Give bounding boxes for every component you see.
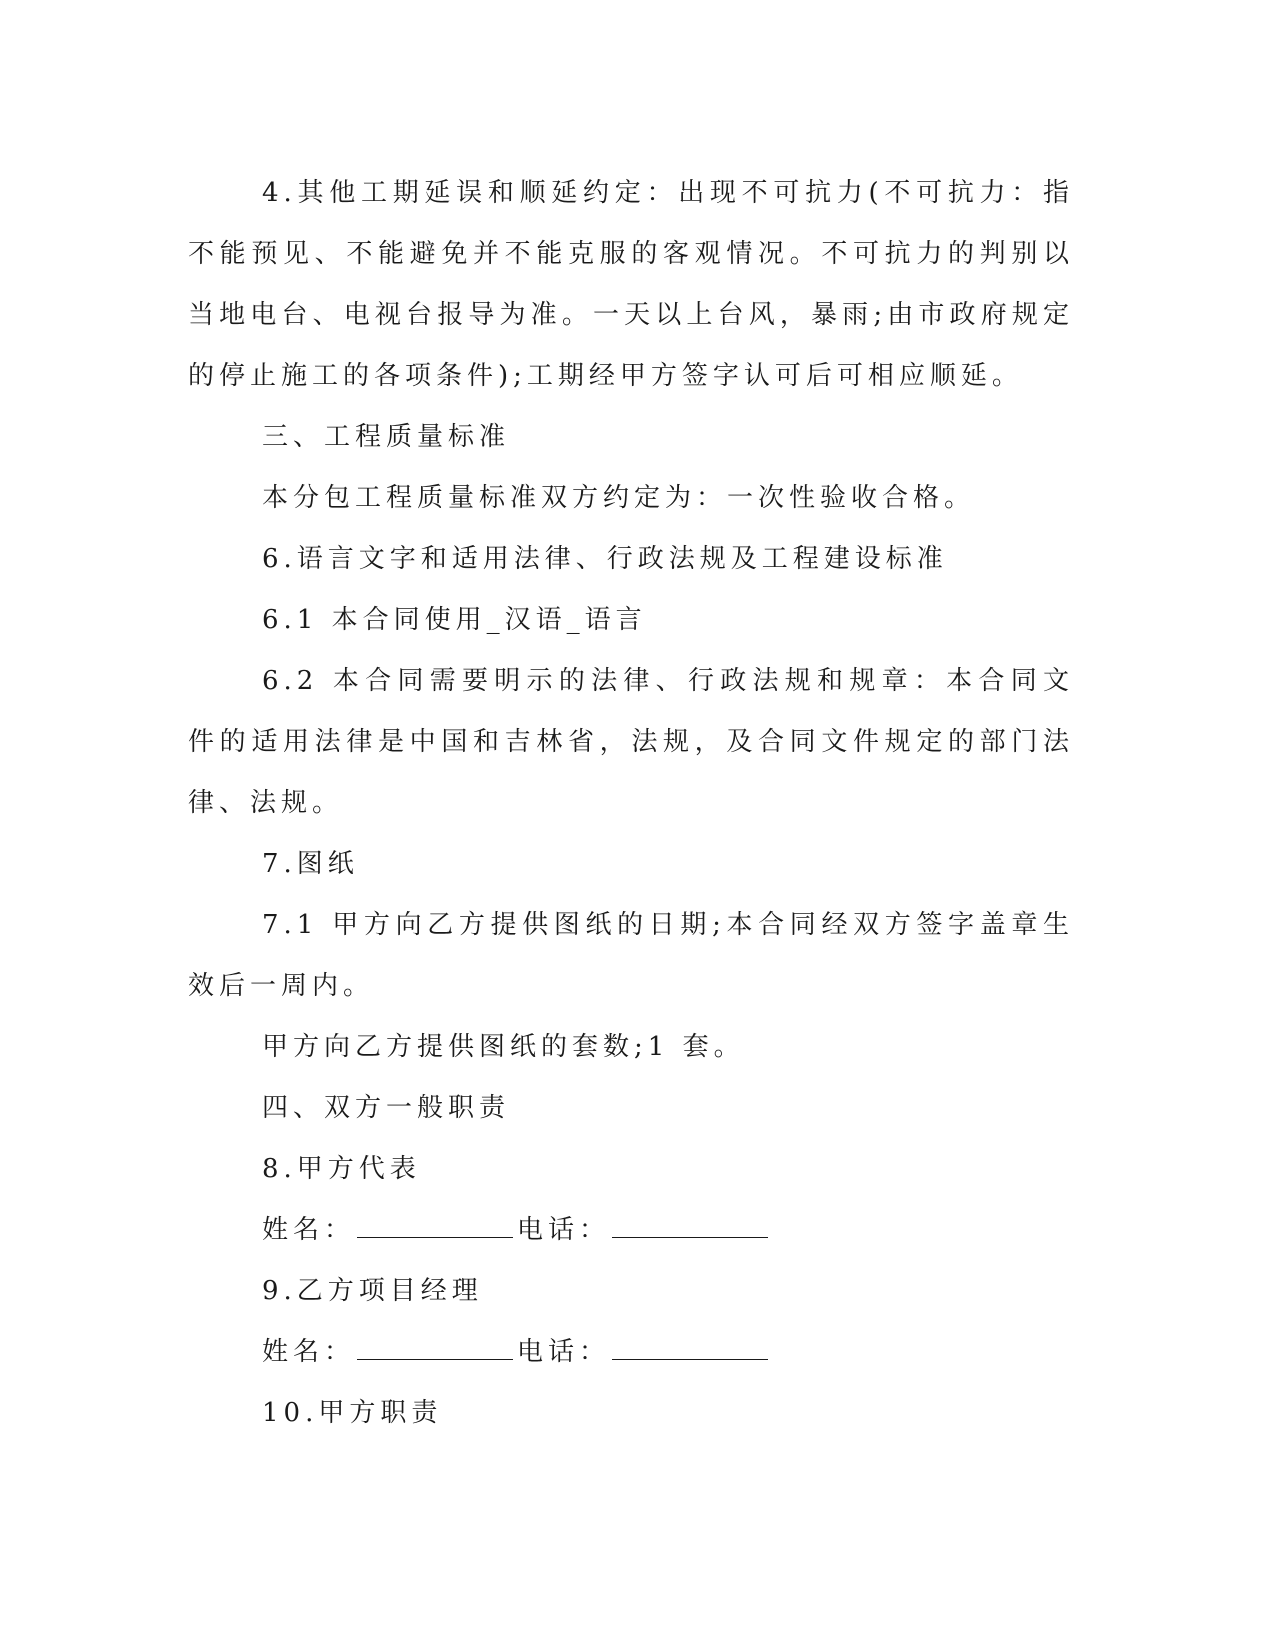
- phone-label: 电话：: [517, 1337, 611, 1367]
- document-body: [188, 163, 1074, 1444]
- paragraph-language: 6.1 本合同使用_汉语_语言: [262, 605, 647, 635]
- paragraph-applicable-law: 6.2 本合同需要明示的法律、行政法规和规章：本合同文件的适用法律是中国和吉林省，法规，及合同文件规定的部门法律、法规。: [188, 666, 1074, 818]
- heading-party-a-duties: 10.甲方职责: [262, 1398, 443, 1428]
- paragraph-drawing-sets: 甲方向乙方提供图纸的套数;1 套。: [262, 1032, 745, 1062]
- heading-drawings: 7.图纸: [262, 849, 359, 879]
- party-a-contact-line: [188, 1200, 1074, 1261]
- name-label: 姓名：: [262, 1215, 356, 1245]
- heading-party-a-representative: 8.甲方代表: [262, 1154, 421, 1184]
- heading-language-law: 6.语言文字和适用法律、行政法规及工程建设标准: [262, 544, 948, 574]
- name-label: 姓名：: [262, 1337, 356, 1367]
- phone-blank-line: [612, 1215, 768, 1238]
- paragraph-quality-agreement: 本分包工程质量标准双方约定为：一次性验收合格。: [262, 483, 976, 513]
- name-blank-line: [357, 1215, 513, 1238]
- phone-blank-line: [612, 1337, 768, 1360]
- paragraph-drawing-date: 7.1 甲方向乙方提供图纸的日期;本合同经双方签字盖章生效后一周内。: [188, 910, 1074, 1001]
- heading-quality-standard: 三、工程质量标准: [262, 422, 511, 452]
- name-blank-line: [357, 1337, 513, 1360]
- party-b-contact-line: [188, 1322, 1074, 1383]
- heading-party-b-project-manager: 9.乙方项目经理: [262, 1276, 483, 1306]
- heading-general-duties: 四、双方一般职责: [262, 1093, 511, 1123]
- paragraph-schedule-delay: 4.其他工期延误和顺延约定：出现不可抗力(不可抗力：指不能预见、不能避免并不能克服的客观情况。不可抗力的判别以当地电台、电视台报导为准。一天以上台风，暴雨;由市政府规定的停止施工的各项条件);工期经甲方签字认可后可相应顺延。: [188, 178, 1074, 391]
- phone-label: 电话：: [517, 1215, 611, 1245]
